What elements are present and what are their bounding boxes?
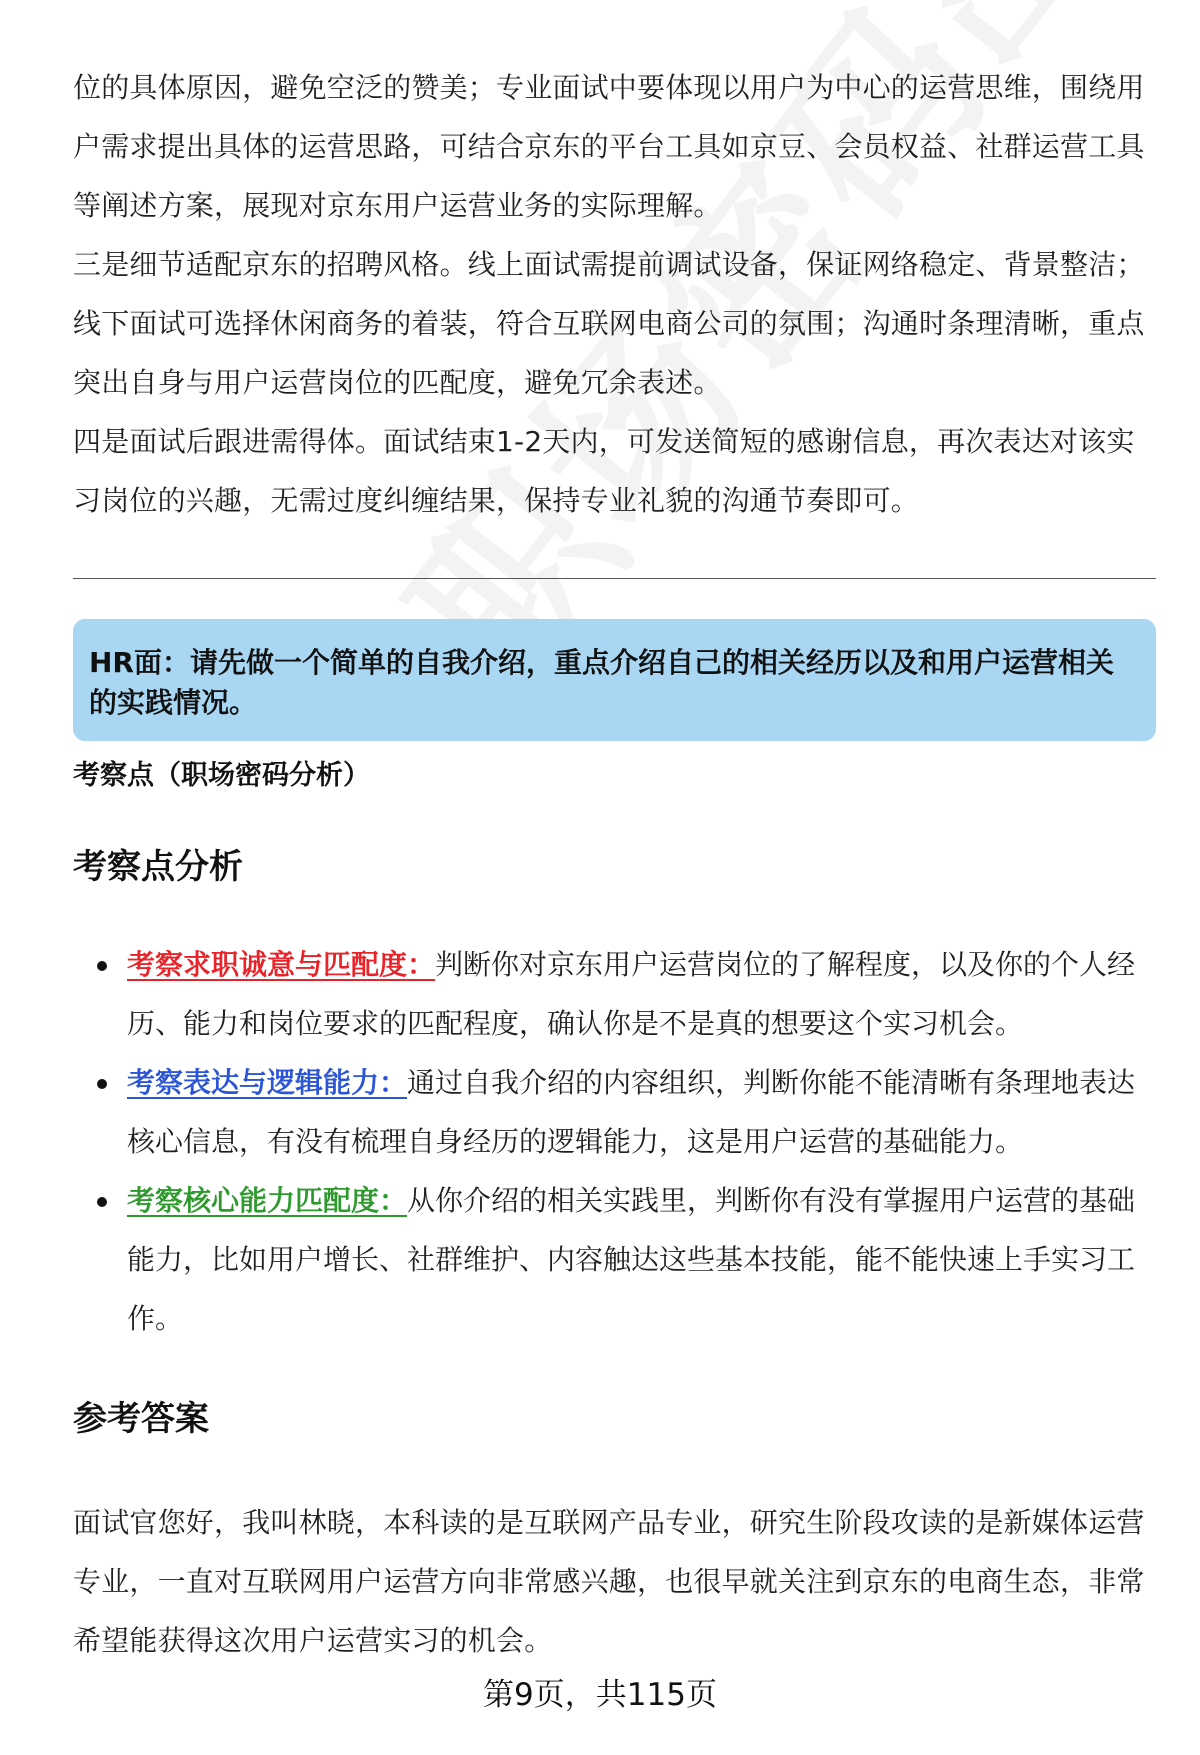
bullet-text [127, 935, 1157, 1053]
bullet-text [127, 1171, 1157, 1348]
bullet-dot [97, 1079, 107, 1089]
bullet-dot [97, 961, 107, 971]
question-callout [73, 619, 1156, 741]
bullet-body: 通过自我介绍的内容组织，判断你能不能清晰有条理地表达核心信息，有没有梳理自身经历的逻辑能力，这是用户运营的基础能力。 [127, 1066, 1136, 1158]
bullet-body: 从你介绍的相关实践里，判断你有没有掌握用户运营的基础能力，比如用户增长、社群维护、内容触达这些基本技能，能不能快速上手实习工作。 [127, 1184, 1136, 1335]
answer-paragraph: 面试官您好，我叫林晓，本科读的是互联网产品专业，研究生阶段攻读的是新媒体运营专业，一直对互联网用户运营方向非常感兴趣，也很早就关注到京东的电商生态，非常希望能获得这次用户运营实习的机会。 [73, 1506, 1145, 1657]
bullet-body: 判断你对京东用户运营岗位的了解程度，以及你的个人经历、能力和岗位要求的匹配程度，确认你是不是真的想要这个实习机会。 [127, 948, 1136, 1040]
bullet-text [127, 1053, 1157, 1171]
bullet-term: 考察求职诚意与匹配度： [127, 948, 436, 981]
bullet-term: 考察表达与逻辑能力： [127, 1066, 408, 1099]
paragraph-1: 位的具体原因，避免空泛的赞美；专业面试中要体现以用户为中心的运营思维，围绕用户需求提出具体的运营思路，可结合京东的平台工具如京豆、会员权益、社群运营工具等阐述方案，展现对京东用户运营业务的实际理解。 [73, 71, 1145, 222]
page-number: 第9页，共115页 [483, 1677, 717, 1713]
paragraph-3: 四是面试后跟进需得体。面试结束1-2天内，可发送简短的感谢信息，再次表达对该实习岗位的兴趣，无需过度纠缠结果，保持专业礼貌的沟通节奏即可。 [73, 425, 1135, 517]
paragraph-2: 三是细节适配京东的招聘风格。线上面试需提前调试设备，保证网络稳定、背景整洁；线下面试可选择休闲商务的着装，符合互联网电商公司的氛围；沟通时条理清晰，重点突出自身与用户运营岗位的匹配度，避免冗余表述。 [73, 248, 1145, 399]
question-text: HR面：请先做一个简单的自我介绍，重点介绍自己的相关经历以及和用户运营相关的实践情况。 [89, 646, 1114, 719]
bullet-dot [97, 1197, 107, 1207]
section-heading-analysis: 考察点分析 [73, 847, 243, 887]
analysis-subhead: 考察点（职场密码分析） [73, 760, 370, 791]
section-divider [73, 578, 1156, 579]
section-heading-answer: 参考答案 [73, 1399, 209, 1439]
bullet-term: 考察核心能力匹配度： [127, 1184, 408, 1217]
